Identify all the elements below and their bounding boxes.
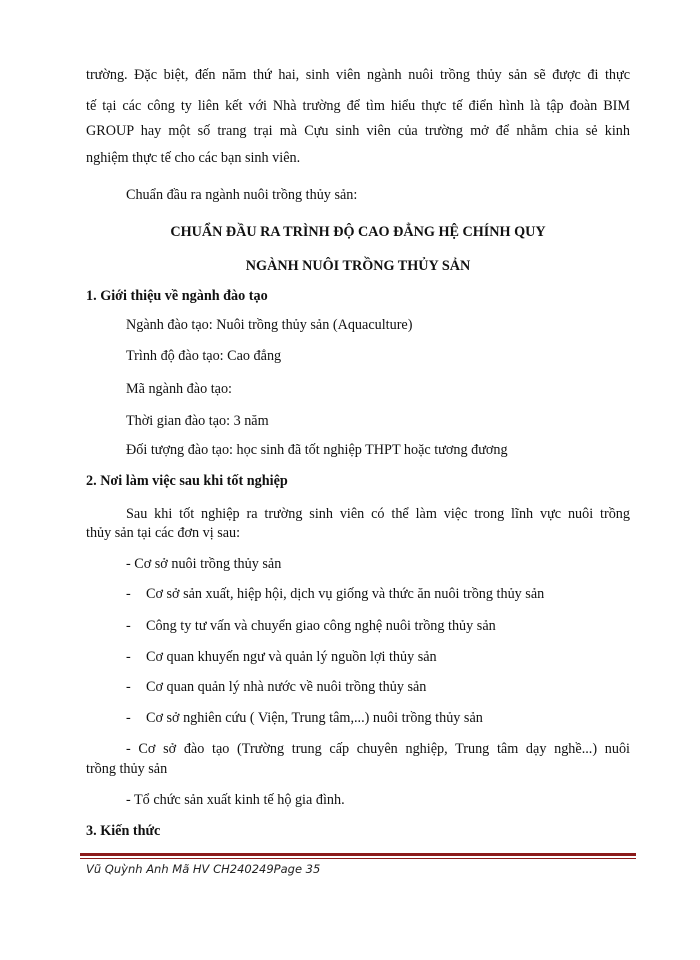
bullet-dash: - bbox=[126, 679, 131, 695]
document-title-line-1: CHUẨN ĐẦU RA TRÌNH ĐỘ CAO ĐẲNG HỆ CHÍNH QUY bbox=[170, 224, 546, 240]
workplace-item-long-line-1: - Cơ sở đào tạo (Trường trung cấp chuyên nghiệp, Trung tâm dạy nghề...) nuôi bbox=[126, 741, 630, 757]
section-2-paragraph-line-1: Sau khi tốt nghiệp ra trường sinh viên có thể làm việc trong lĩnh vực nuôi trồng bbox=[126, 506, 630, 522]
section-3-heading: 3. Kiến thức bbox=[86, 823, 161, 839]
section-1-item: Đối tượng đào tạo: học sinh đã tốt nghiệp THPT hoặc tương đương bbox=[126, 442, 508, 458]
bullet-dash: - bbox=[126, 710, 131, 726]
intro-line-3: GROUP hay một số trang trại mà Cựu sinh viên của trường mở để nhằm chia sẻ kinh bbox=[86, 123, 630, 139]
footer-rule-thin bbox=[80, 858, 636, 859]
workplace-item-text: Cơ quan quản lý nhà nước về nuôi trồng thủy sản bbox=[146, 679, 427, 695]
workplace-item-text: Cơ sở nghiên cứu ( Viện, Trung tâm,...) nuôi trồng thủy sản bbox=[146, 710, 483, 726]
section-2-heading: 2. Nơi làm việc sau khi tốt nghiệp bbox=[86, 473, 288, 489]
bullet-dash: - bbox=[126, 586, 131, 602]
workplace-item: - Tổ chức sản xuất kinh tế hộ gia đình. bbox=[126, 792, 345, 808]
intro-line-1: trường. Đặc biệt, đến năm thứ hai, sinh viên ngành nuôi trồng thủy sản sẽ được đi thực bbox=[86, 67, 630, 83]
section-1-item: Trình độ đào tạo: Cao đẳng bbox=[126, 348, 282, 364]
bullet-dash: - bbox=[126, 649, 131, 665]
section-1-item: Ngành đào tạo: Nuôi trồng thủy sản (Aquaculture) bbox=[126, 317, 413, 333]
section-2-paragraph-line-2: thủy sản tại các đơn vị sau: bbox=[86, 525, 241, 541]
workplace-item-long-line-2: trồng thủy sản bbox=[86, 761, 168, 777]
workplace-item-text: Cơ sở sản xuất, hiệp hội, dịch vụ giống và thức ăn nuôi trồng thủy sản bbox=[146, 586, 545, 602]
document-title-line-2: NGÀNH NUÔI TRỒNG THỦY SẢN bbox=[245, 258, 471, 274]
page-footer: Vũ Quỳnh Anh Mã HV CH240249Page 35 bbox=[86, 862, 321, 876]
bullet-dash: - bbox=[126, 618, 131, 634]
footer-rule-thick bbox=[80, 853, 636, 856]
workplace-item: - Cơ sở nuôi trồng thủy sản bbox=[126, 556, 282, 572]
section-1-item: Thời gian đào tạo: 3 năm bbox=[126, 413, 269, 429]
workplace-item-text: Cơ quan khuyến ngư và quản lý nguồn lợi thủy sản bbox=[146, 649, 437, 665]
intro-line-2: tế tại các công ty liên kết với Nhà trường để tìm hiểu thực tế điển hình là tập đoàn BIM bbox=[86, 98, 630, 114]
section-1-item: Mã ngành đào tạo: bbox=[126, 381, 232, 397]
section-1-heading: 1. Giới thiệu về ngành đào tạo bbox=[86, 288, 268, 304]
intro-lead: Chuẩn đầu ra ngành nuôi trồng thủy sản: bbox=[126, 187, 358, 203]
workplace-item-text: Công ty tư vấn và chuyển giao công nghệ nuôi trồng thủy sản bbox=[146, 618, 496, 634]
intro-line-4: nghiệm thực tế cho các bạn sinh viên. bbox=[86, 150, 301, 166]
